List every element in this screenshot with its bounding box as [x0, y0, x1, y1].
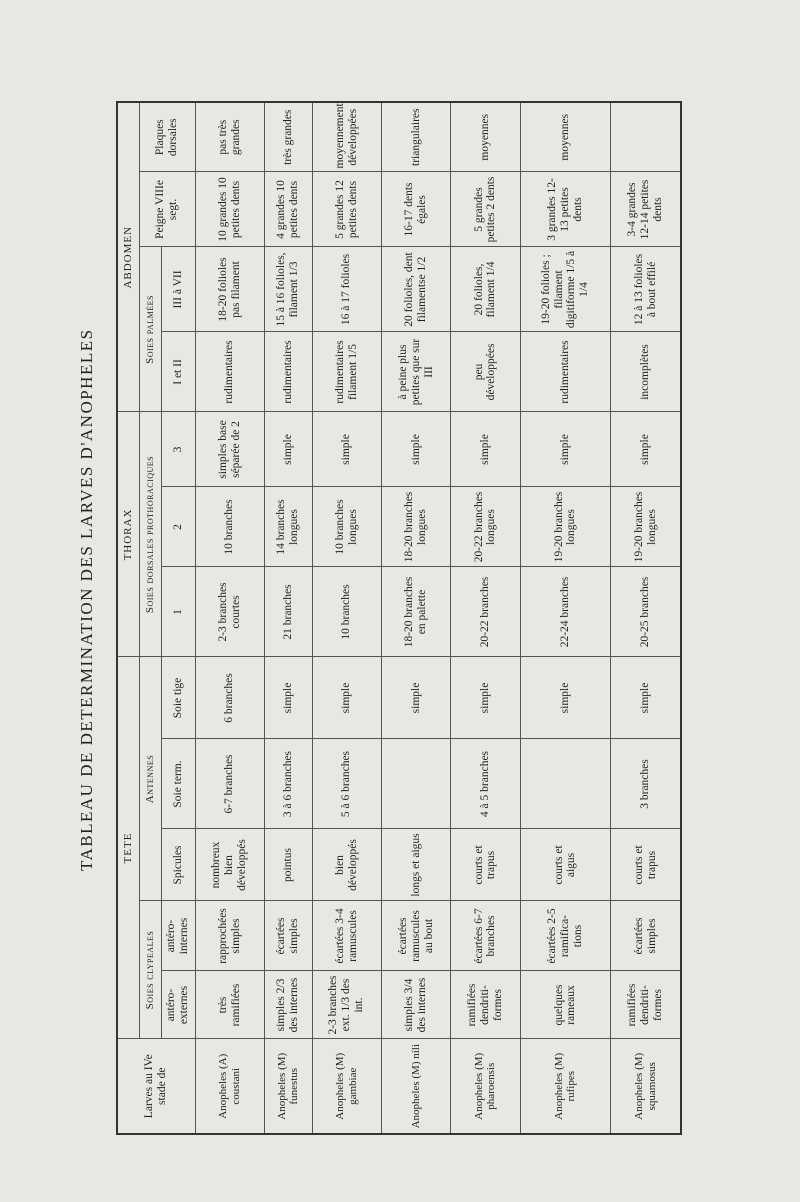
- cell-soie-term: [381, 739, 450, 829]
- cell-palmees-iii-vii: 19-20 folioles ; filament digitiforme 1/5 à 1/4: [520, 247, 611, 332]
- cell-spicules: bien développés: [312, 829, 381, 901]
- species-name: Anopheles (M) nili: [381, 1039, 450, 1134]
- col-iii-a-vii: III à VII: [161, 247, 195, 332]
- cell-thorax-3: simples base séparée de 2: [195, 412, 264, 487]
- col-soie-term: Soie term.: [161, 739, 195, 829]
- cell-thorax-2: 14 branches longues: [264, 487, 312, 567]
- cell-antero-internes: rapprochées simples: [195, 901, 264, 971]
- cell-palmees-i-ii: à peine plus petites que sur III: [381, 332, 450, 412]
- cell-soie-term: 3 à 6 branches: [264, 739, 312, 829]
- cell-palmees-iii-vii: 20 folioles, dent filamentse 1/2: [381, 247, 450, 332]
- cell-soie-tige: 6 branches: [195, 657, 264, 739]
- cell-palmees-iii-vii: 18-20 folioles pas filament: [195, 247, 264, 332]
- cell-plaques: pas très grandes: [195, 102, 264, 172]
- cell-thorax-1: 20-25 branches: [611, 567, 681, 657]
- section-thorax: THORAX: [117, 412, 139, 657]
- col-plaques: Plaques dorsales: [139, 102, 195, 172]
- cell-soie-term: 3 branches: [611, 739, 681, 829]
- cell-antero-externes: quelques rameaux: [520, 971, 611, 1039]
- cell-spicules: pointus: [264, 829, 312, 901]
- cell-antero-externes: ramifiées dendriti-formes: [451, 971, 520, 1039]
- cell-soie-term: 6-7 branches: [195, 739, 264, 829]
- cell-thorax-2: 18-20 branches longues: [381, 487, 450, 567]
- cell-thorax-3: simple: [451, 412, 520, 487]
- cell-antero-externes: ramifiées dendriti-formes: [611, 971, 681, 1039]
- cell-thorax-2: 10 branches longues: [312, 487, 381, 567]
- cell-antero-internes: écartées 3-4 ramuscules: [312, 901, 381, 971]
- cell-antero-externes: simples 2/3 des internes: [264, 971, 312, 1039]
- cell-peigne: 5 grandes 12 petites dents: [312, 172, 381, 247]
- cell-thorax-1: 21 branches: [264, 567, 312, 657]
- cell-antero-internes: écartées simples: [611, 901, 681, 971]
- table-row: [611, 102, 681, 1134]
- determination-table: [116, 101, 682, 1135]
- cell-thorax-1: 20-22 branches: [451, 567, 520, 657]
- cell-plaques: très grandes: [264, 102, 312, 172]
- group-soies-dorsales: Soies dorsales prothoraciques: [139, 412, 161, 657]
- cell-palmees-iii-vii: 16 à 17 folioles: [312, 247, 381, 332]
- cell-plaques: moyennes: [520, 102, 611, 172]
- group-antennes: Antennes: [139, 657, 161, 901]
- cell-thorax-1: 18-20 branches en palette: [381, 567, 450, 657]
- cell-antero-externes: très ramifiées: [195, 971, 264, 1039]
- cell-soie-term: 5 à 6 branches: [312, 739, 381, 829]
- cell-spicules: courts et trapus: [451, 829, 520, 901]
- col-soie-tige: Soie tige: [161, 657, 195, 739]
- group-soies-palmees: Soies palmées: [139, 247, 161, 412]
- cell-antero-internes: écartées 2-5 ramifica-tions: [520, 901, 611, 971]
- cell-thorax-1: 10 branches: [312, 567, 381, 657]
- cell-thorax-2: 19-20 branches longues: [520, 487, 611, 567]
- cell-palmees-i-ii: rudimentaires filament 1/5: [312, 332, 381, 412]
- cell-soie-term: [520, 739, 611, 829]
- corner-header: Larves au IVe stade de: [117, 1039, 195, 1134]
- cell-soie-tige: simple: [611, 657, 681, 739]
- col-thorax-1: 1: [161, 567, 195, 657]
- species-name: Anopheles (M) funestus: [264, 1039, 312, 1134]
- cell-peigne: 3-4 grandes 12-14 petites dents: [611, 172, 681, 247]
- cell-palmees-iii-vii: 12 à 13 folioles à bout effilé: [611, 247, 681, 332]
- cell-thorax-3: simple: [520, 412, 611, 487]
- cell-plaques: [611, 102, 681, 172]
- cell-palmees-i-ii: incomplètes: [611, 332, 681, 412]
- cell-antero-internes: écartées ramuscules au bout: [381, 901, 450, 971]
- col-peigne: Peigne VIIIe segt.: [139, 172, 195, 247]
- cell-spicules: courts et aigus: [520, 829, 611, 901]
- species-name: Anopheles (A) coustani: [195, 1039, 264, 1134]
- cell-soie-tige: simple: [381, 657, 450, 739]
- cell-thorax-3: simple: [264, 412, 312, 487]
- cell-antero-externes: 2-3 branches ext. 1/3 des int.: [312, 971, 381, 1039]
- cell-antero-internes: écartées simples: [264, 901, 312, 971]
- cell-palmees-i-ii: rudimentaires: [520, 332, 611, 412]
- cell-soie-tige: simple: [451, 657, 520, 739]
- col-spicules: Spicules: [161, 829, 195, 901]
- cell-palmees-i-ii: rudimentaires: [264, 332, 312, 412]
- species-name: Anopheles (M) pharoensis: [451, 1039, 520, 1134]
- species-name: Anopheles (M) rufipes: [520, 1039, 611, 1134]
- cell-palmees-iii-vii: 15 à 16 folioles, filament 1/3: [264, 247, 312, 332]
- cell-peigne: 10 grandes 10 petites dents: [195, 172, 264, 247]
- cell-palmees-iii-vii: 20 folioles, filament 1/4: [451, 247, 520, 332]
- cell-peigne: 16-17 dents égales: [381, 172, 450, 247]
- cell-spicules: longs et aigus: [381, 829, 450, 901]
- determination-table-wrapper: [116, 103, 682, 1135]
- species-name: Anopheles (M) squamosus: [611, 1039, 681, 1134]
- cell-thorax-2: 10 branches: [195, 487, 264, 567]
- cell-thorax-1: 22-24 branches: [520, 567, 611, 657]
- cell-soie-tige: simple: [312, 657, 381, 739]
- col-antero-externes: antéro-externes: [161, 971, 195, 1039]
- section-tete: TETE: [117, 657, 139, 1039]
- cell-thorax-2: 19-20 branches longues: [611, 487, 681, 567]
- cell-thorax-1: 2-3 branches courtes: [195, 567, 264, 657]
- table-row: [451, 102, 520, 1134]
- table-row: [195, 102, 264, 1134]
- col-antero-internes: antéro-internes: [161, 901, 195, 971]
- cell-peigne: 3 grandes 12-13 petites dents: [520, 172, 611, 247]
- cell-peigne: 4 grandes 10 petites dents: [264, 172, 312, 247]
- cell-spicules: nombreux bien développés: [195, 829, 264, 901]
- cell-soie-tige: simple: [264, 657, 312, 739]
- cell-antero-externes: simples 3/4 des internes: [381, 971, 450, 1039]
- cell-plaques: moyennes: [451, 102, 520, 172]
- page-title: TABLEAU DE DETERMINATION DES LARVES D'ANOPHELES: [77, 328, 96, 872]
- section-abdomen: ABDOMEN: [117, 102, 139, 412]
- cell-antero-internes: écartées 6-7 branches: [451, 901, 520, 971]
- table-row: [520, 102, 611, 1134]
- cell-thorax-3: simple: [312, 412, 381, 487]
- cell-spicules: courts et trapus: [611, 829, 681, 901]
- col-i-et-ii: I et II: [161, 332, 195, 412]
- table-row: [264, 102, 312, 1134]
- species-name: Anopheles (M) gambiae: [312, 1039, 381, 1134]
- group-soies-clypeales: Soies clypeales: [139, 901, 161, 1039]
- cell-thorax-3: simple: [611, 412, 681, 487]
- col-thorax-2: 2: [161, 487, 195, 567]
- cell-thorax-3: simple: [381, 412, 450, 487]
- cell-peigne: 5 grandes petites 2 dents: [451, 172, 520, 247]
- cell-plaques: moyennement développées: [312, 102, 381, 172]
- cell-palmees-i-ii: peu développées: [451, 332, 520, 412]
- table-row: [312, 102, 381, 1134]
- col-thorax-3: 3: [161, 412, 195, 487]
- cell-palmees-i-ii: rudimentaires: [195, 332, 264, 412]
- cell-soie-tige: simple: [520, 657, 611, 739]
- table-row: [381, 102, 450, 1134]
- cell-thorax-2: 20-22 branches longues: [451, 487, 520, 567]
- cell-soie-term: 4 à 5 branches: [451, 739, 520, 829]
- cell-plaques: triangulaires: [381, 102, 450, 172]
